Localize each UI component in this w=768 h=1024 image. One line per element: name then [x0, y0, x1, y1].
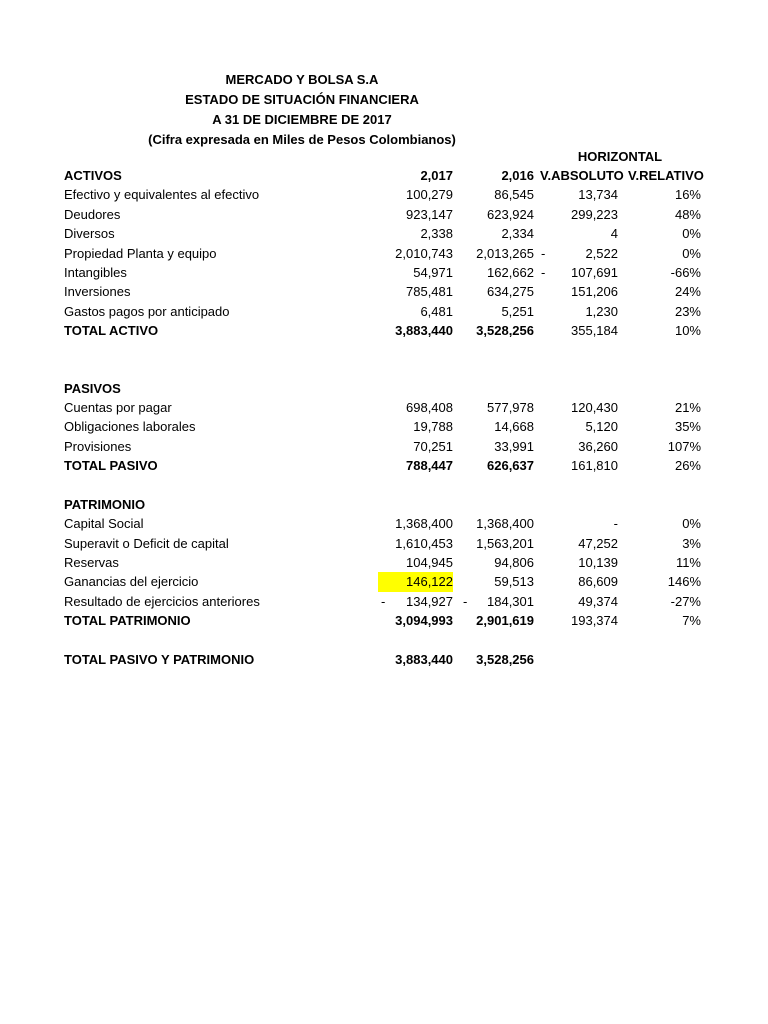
- table-row: [0, 553, 768, 573]
- row-label: TOTAL PATRIMONIO: [64, 613, 191, 628]
- value-2017: 104,945: [406, 555, 453, 570]
- section-title-patrimonio: PATRIMONIO: [64, 497, 146, 512]
- value-2016: 3,528,256: [476, 323, 534, 338]
- value-vrelativo: -27%: [670, 594, 701, 609]
- value-vabsoluto: 193,374: [571, 613, 618, 628]
- table-row: [0, 282, 768, 302]
- value-vabsoluto: 355,184: [571, 323, 618, 338]
- row-label: Resultado de ejercicios anteriores: [64, 594, 260, 609]
- value-vabsoluto: 4: [610, 226, 618, 241]
- table-row: [0, 244, 768, 264]
- negative-dash: -: [541, 246, 546, 261]
- value-2017: 788,447: [406, 458, 453, 473]
- value-vrelativo: 7%: [682, 613, 701, 628]
- table-row: [0, 592, 768, 612]
- value-vrelativo: 0%: [682, 226, 701, 241]
- value-vrelativo: 0%: [682, 516, 701, 531]
- value-2016: 184,301: [487, 594, 534, 609]
- activos-header-row: [0, 166, 768, 186]
- value-vabsoluto: 36,260: [578, 439, 618, 454]
- value-vrelativo: 146%: [667, 574, 701, 589]
- value-2017: 3,094,993: [395, 613, 453, 628]
- value-2016: 1,563,201: [476, 536, 534, 551]
- value-vabsoluto: 120,430: [571, 400, 618, 415]
- row-label: Capital Social: [64, 516, 144, 531]
- value-2016: 59,513: [494, 574, 534, 589]
- row-label: TOTAL ACTIVO: [64, 323, 159, 338]
- row-label: Deudores: [64, 207, 121, 222]
- table-row: [0, 398, 768, 418]
- row-label: Propiedad Planta y equipo: [64, 246, 217, 261]
- value-2017: 785,481: [406, 284, 453, 299]
- horizontal-header-row: [0, 147, 768, 167]
- value-2016: 623,924: [487, 207, 534, 222]
- row-label: Diversos: [64, 226, 115, 241]
- row-label: TOTAL PASIVO Y PATRIMONIO: [64, 652, 255, 667]
- value-vabsoluto: 49,374: [578, 594, 618, 609]
- value-vrelativo: 16%: [674, 187, 701, 202]
- value-vrelativo: 0%: [682, 246, 701, 261]
- horizontal-header: HORIZONTAL: [577, 149, 663, 164]
- row-label: Ganancias del ejercicio: [64, 574, 199, 589]
- value-vabsoluto: 86,609: [578, 574, 618, 589]
- value-2017: 70,251: [413, 439, 453, 454]
- value-2017: 3,883,440: [395, 323, 453, 338]
- value-vrelativo: 21%: [674, 400, 701, 415]
- value-2017: 134,927: [406, 594, 453, 609]
- table-row: [0, 302, 768, 322]
- table-row: [0, 224, 768, 244]
- value-2016: 162,662: [487, 265, 534, 280]
- table-row: [0, 514, 768, 534]
- row-label: Superavit o Deficit de capital: [64, 536, 229, 551]
- value-2016: 1,368,400: [476, 516, 534, 531]
- value-vrelativo: -66%: [670, 265, 701, 280]
- value-2017: 19,788: [413, 419, 453, 434]
- value-2016: 626,637: [487, 458, 534, 473]
- value-vrelativo: 48%: [674, 207, 701, 222]
- value-2017: 923,147: [406, 207, 453, 222]
- statement-date: A 31 DE DICIEMBRE DE 2017: [212, 112, 392, 127]
- column-header-2016: 2,016: [501, 168, 534, 183]
- row-label: Reservas: [64, 555, 119, 570]
- value-2017: 2,338: [420, 226, 453, 241]
- value-2017: 698,408: [406, 400, 453, 415]
- table-row: [0, 205, 768, 225]
- row-label: Gastos pagos por anticipado: [64, 304, 230, 319]
- value-2016: 2,013,265: [476, 246, 534, 261]
- value-vabsoluto: 151,206: [571, 284, 618, 299]
- table-row: [0, 185, 768, 205]
- value-vrelativo: 26%: [674, 458, 701, 473]
- value-vrelativo: 23%: [674, 304, 701, 319]
- company-name: MERCADO Y BOLSA S.A: [225, 72, 379, 87]
- patrimonio-header-row: [0, 495, 768, 515]
- value-vabsoluto: 1,230: [585, 304, 618, 319]
- table-row: [0, 437, 768, 457]
- value-vabsoluto: 10,139: [578, 555, 618, 570]
- row-label: Obligaciones laborales: [64, 419, 196, 434]
- value-2016: 577,978: [487, 400, 534, 415]
- value-vrelativo: 107%: [667, 439, 701, 454]
- row-label: Intangibles: [64, 265, 127, 280]
- value-2017: 100,279: [406, 187, 453, 202]
- row-label: Provisiones: [64, 439, 132, 454]
- value-2016: 3,528,256: [476, 652, 534, 667]
- value-vabsoluto: 107,691: [571, 265, 618, 280]
- currency-note: (Cifra expresada en Miles de Pesos Colombianos): [148, 132, 456, 147]
- value-vabsoluto: 47,252: [578, 536, 618, 551]
- value-2017: 3,883,440: [395, 652, 453, 667]
- column-header-vrelativo: V.RELATIVO: [628, 168, 704, 183]
- value-vabsoluto: 5,120: [585, 419, 618, 434]
- negative-dash: -: [381, 594, 386, 609]
- total-row-patrimonio: [0, 611, 768, 631]
- value-vrelativo: 3%: [682, 536, 701, 551]
- table-row: [0, 572, 768, 592]
- value-2016: 86,545: [494, 187, 534, 202]
- value-2017: 2,010,743: [395, 246, 453, 261]
- section-title-activos: ACTIVOS: [64, 168, 122, 183]
- highlighted-cell[interactable]: 146,122: [378, 572, 453, 592]
- value-vabsoluto-dash: -: [613, 516, 618, 531]
- statement-title: ESTADO DE SITUACIÓN FINANCIERA: [185, 92, 419, 107]
- row-label: TOTAL PASIVO: [64, 458, 158, 473]
- row-label: Efectivo y equivalentes al efectivo: [64, 187, 260, 202]
- value-vrelativo: 24%: [674, 284, 701, 299]
- value-2017: 1,610,453: [395, 536, 453, 551]
- value-2016: 94,806: [494, 555, 534, 570]
- section-title-pasivos: PASIVOS: [64, 381, 121, 396]
- negative-dash: -: [541, 265, 546, 280]
- table-row: [0, 263, 768, 283]
- table-row: [0, 417, 768, 437]
- value-2016: 2,901,619: [476, 613, 534, 628]
- value-2017: 54,971: [413, 265, 453, 280]
- total-row-pasivo: [0, 456, 768, 476]
- row-label: Cuentas por pagar: [64, 400, 172, 415]
- value-vabsoluto: 13,734: [578, 187, 618, 202]
- value-2017: 6,481: [420, 304, 453, 319]
- value-2016: 2,334: [501, 226, 534, 241]
- value-vrelativo: 10%: [674, 323, 701, 338]
- value-2017: 1,368,400: [395, 516, 453, 531]
- grand-total-row: [0, 650, 768, 670]
- value-2016: 33,991: [494, 439, 534, 454]
- table-row: [0, 534, 768, 554]
- value-vabsoluto: 161,810: [571, 458, 618, 473]
- statement-header: [0, 70, 604, 150]
- column-header-vabsoluto: V.ABSOLUTO: [540, 168, 624, 183]
- value-vrelativo: 35%: [674, 419, 701, 434]
- value-2016: 5,251: [501, 304, 534, 319]
- value-2016: 634,275: [487, 284, 534, 299]
- total-row-activo: [0, 321, 768, 341]
- value-vrelativo: 11%: [675, 555, 701, 570]
- value-2016: 14,668: [494, 419, 534, 434]
- row-label: Inversiones: [64, 284, 131, 299]
- negative-dash: -: [463, 594, 468, 609]
- pasivos-header-row: [0, 379, 768, 399]
- value-vabsoluto: 299,223: [571, 207, 618, 222]
- value-vabsoluto: 2,522: [585, 246, 618, 261]
- column-header-2017: 2,017: [420, 168, 453, 183]
